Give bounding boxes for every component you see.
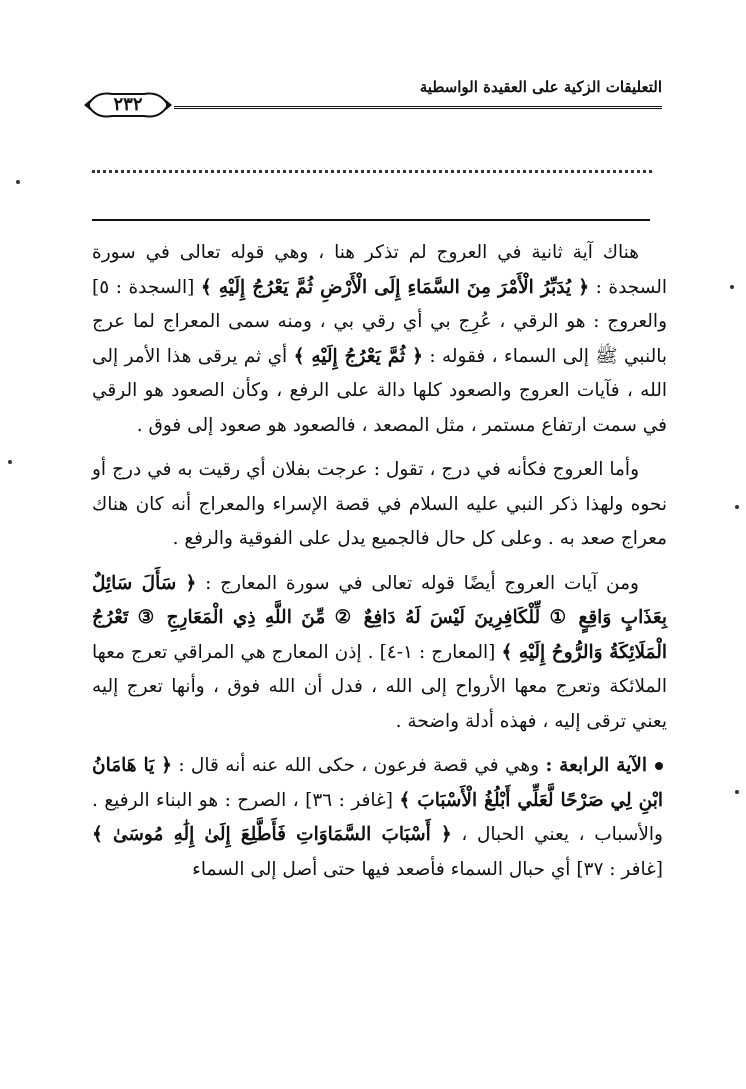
quran-verse: ﴿ سَأَلَ سَائِلٌ بِعَذَابٍ وَاقِعٍ ① لِّلْكَافِرِينَ لَيْسَ لَهُ دَافِعٌ ② مِّنَ اللَّهِ ذِي الْمَعَارِجِ ③ تَعْرُجُ الْمَلَائِكَةُ وَالرُّوحُ إِلَيْهِ ﴾ xyxy=(92,572,667,663)
paragraph: ومن آيات العروج أيضًا قوله تعالى في سورة المعارج : ﴿ سَأَلَ سَائِلٌ بِعَذَابٍ وَاقِعٍ ① لِّلْكَافِرِينَ لَيْسَ لَهُ دَافِعٌ ② مِّنَ اللَّهِ ذِي الْمَعَارِجِ ③ تَعْرُجُ الْمَلَائِكَةُ وَالرُّوحُ إِلَيْهِ ﴾ [المعارج : ١-٤] . إذن المعارج هي المراقي تعرج معها الملائكة وتعرج معها الأرواح إلى الله ، فدل أن الله فوق ، وأنها تعرج إليه يعني ترقى إليه ، فهذه أدلة واضحة . xyxy=(92,572,667,732)
paragraph: وأما العروج فكأنه في درج ، تقول : عرجت بفلان أي رقيت به في درج أو نحوه ولهذا ذكر النبي عليه السلام في قصة الإسراء والمعراج أنه كان هناك معراج صعد به . وعلى كل حال فالجميع يدل على الفوقية والرفع . xyxy=(92,459,667,549)
page-body xyxy=(92,236,667,897)
margin-mark xyxy=(16,180,20,184)
section-rule xyxy=(92,219,650,221)
margin-mark xyxy=(730,285,734,289)
margin-mark xyxy=(8,460,12,464)
quran-verse: ﴿ ثُمَّ يَعْرُجُ إِلَيْهِ ﴾ xyxy=(293,345,423,367)
margin-mark xyxy=(735,790,739,794)
paragraph-lead: الآية الرابعة : xyxy=(545,755,647,776)
quran-verse: ﴿ يُدَبِّرُ الْأَمْرَ مِنَ السَّمَاءِ إِلَى الْأَرْضِ ثُمَّ يَعْرُجُ إِلَيْهِ ﴾ xyxy=(200,276,590,298)
page-header xyxy=(82,72,662,122)
paragraph: هناك آية ثانية في العروج لم تذكر هنا ، وهي قوله تعالى في سورة السجدة : ﴿ يُدَبِّرُ الْأَمْرَ مِنَ السَّمَاءِ إِلَى الْأَرْضِ ثُمَّ يَعْرُجُ إِلَيْهِ ﴾ [السجدة : ٥] والعروج : هو الرقي ، عُرِج بي أي رقي بي ، ومنه سمى المعراج لما عرج بالنبي ﷺ إلى السماء ، فقوله : ﴿ ثُمَّ يَعْرُجُ إِلَيْهِ ﴾ أي ثم يرقى هذا الأمر إلى الله ، فآيات العروج والصعود كلها دالة على الرفع ، وكأن الصعود هو الرقي في سمت ارتفاع مستمر ، مثل المصعد ، فالصعود هو صعود إلى فوق . xyxy=(92,242,668,436)
running-title: التعليقات الزكية على العقيدة الواسطية xyxy=(419,78,662,96)
bullet-icon xyxy=(655,762,663,770)
header-rule xyxy=(174,106,662,109)
quran-verse: ﴿ يَا هَامَانُ ابْنِ لِي صَرْحًا لَّعَلِّي أَبْلُغُ الْأَسْبَابَ ﴾ xyxy=(92,755,663,811)
page-number: ٢٣٢ xyxy=(113,94,143,115)
dotted-separator xyxy=(92,170,652,173)
paragraph: الآية الرابعة : وهي في قصة فرعون ، حكى الله عنه أنه قال : ﴿ يَا هَامَانُ ابْنِ لِي صَرْحًا لَّعَلِّي أَبْلُغُ الْأَسْبَابَ ﴾ [غافر : ٣٦] ، الصرح : هو البناء الرفيع . والأسباب ، يعني الحبال ، ﴿ أَسْبَابَ السَّمَاوَاتِ فَأَطَّلِعَ إِلَىٰ إِلَٰهِ مُوسَىٰ ﴾ [غافر : ٣٧] أي حبال السماء فأصعد فيها حتى أصل إلى السماء xyxy=(92,755,663,880)
page-number-badge xyxy=(82,89,174,121)
quran-verse: ﴿ أَسْبَابَ السَّمَاوَاتِ فَأَطَّلِعَ إِلَىٰ إِلَٰهِ مُوسَىٰ ﴾ xyxy=(92,824,452,845)
margin-mark xyxy=(735,505,739,509)
